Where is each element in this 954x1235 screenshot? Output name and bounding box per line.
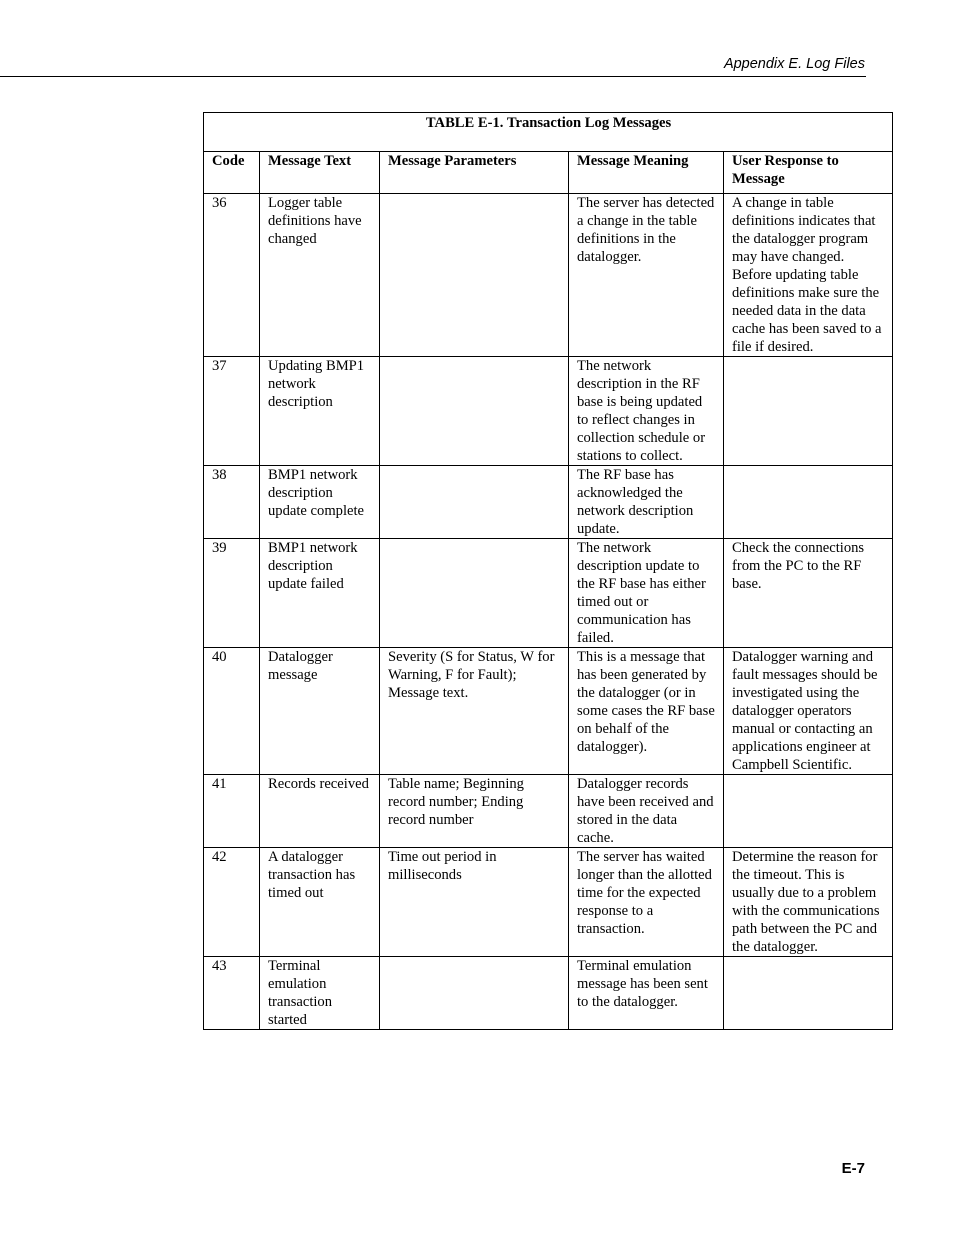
table-row [204,648,893,775]
user-response-cell: Datalogger warning and fault messages should be investigated using the datalogger operators manual or contacting an applications engineer at Campbell Scientific. [724,648,893,775]
message-parameters-cell: Table name; Beginning record number; Ending record number [380,775,569,848]
message-meaning-cell: The network description update to the RF base has either timed out or communication has failed. [569,539,724,648]
code-cell: 41 [204,775,260,848]
message-text-cell: Terminal emulation transaction started [260,957,380,1030]
code-cell: 37 [204,357,260,466]
message-text-cell: Datalogger message [260,648,380,775]
page-number: E-7 [841,1160,865,1177]
message-parameters-cell [380,957,569,1030]
message-meaning-cell: The server has detected a change in the table definitions in the datalogger. [569,194,724,357]
transaction-log-table [203,112,893,1030]
message-parameters-cell [380,539,569,648]
message-parameters-cell [380,194,569,357]
column-header-message-parameters: Message Parameters [380,152,569,194]
column-header-code: Code [204,152,260,194]
table-row [204,848,893,957]
column-header-user-response: User Response to Message [724,152,893,194]
code-cell: 40 [204,648,260,775]
user-response-cell: Determine the reason for the timeout. This is usually due to a problem with the communications path between the PC and the datalogger. [724,848,893,957]
table-row [204,466,893,539]
message-text-cell: Records received [260,775,380,848]
table-row [204,357,893,466]
message-meaning-cell: The network description in the RF base is being updated to reflect changes in collection schedule or stations to collect. [569,357,724,466]
user-response-cell [724,775,893,848]
message-parameters-cell [380,466,569,539]
code-cell: 38 [204,466,260,539]
message-meaning-cell: The RF base has acknowledged the network description update. [569,466,724,539]
code-cell: 42 [204,848,260,957]
table-row [204,539,893,648]
user-response-cell [724,357,893,466]
header-rule [0,76,866,77]
code-cell: 39 [204,539,260,648]
message-text-cell: Updating BMP1 network description [260,357,380,466]
message-meaning-cell: This is a message that has been generated by the datalogger (or in some cases the RF base on behalf of the datalogger). [569,648,724,775]
table-caption: TABLE E-1. Transaction Log Messages [204,113,893,152]
user-response-cell: Check the connections from the PC to the RF base. [724,539,893,648]
message-meaning-cell: Terminal emulation message has been sent to the datalogger. [569,957,724,1030]
user-response-cell [724,957,893,1030]
column-header-message-meaning: Message Meaning [569,152,724,194]
message-text-cell: Logger table definitions have changed [260,194,380,357]
message-parameters-cell: Time out period in milliseconds [380,848,569,957]
message-meaning-cell: The server has waited longer than the allotted time for the expected response to a transaction. [569,848,724,957]
message-parameters-cell: Severity (S for Status, W for Warning, F for Fault); Message text. [380,648,569,775]
user-response-cell: A change in table definitions indicates that the datalogger program may have changed. Before updating table definitions make sure the needed data in the data cache has been saved to a file if desired. [724,194,893,357]
table-row [204,775,893,848]
user-response-cell [724,466,893,539]
running-header: Appendix E. Log Files [723,56,865,72]
message-text-cell: A datalogger transaction has timed out [260,848,380,957]
message-text-cell: BMP1 network description update failed [260,539,380,648]
message-parameters-cell [380,357,569,466]
message-meaning-cell: Datalogger records have been received and stored in the data cache. [569,775,724,848]
column-header-message-text: Message Text [260,152,380,194]
code-cell: 43 [204,957,260,1030]
code-cell: 36 [204,194,260,357]
table-row [204,957,893,1030]
table-row [204,194,893,357]
message-text-cell: BMP1 network description update complete [260,466,380,539]
